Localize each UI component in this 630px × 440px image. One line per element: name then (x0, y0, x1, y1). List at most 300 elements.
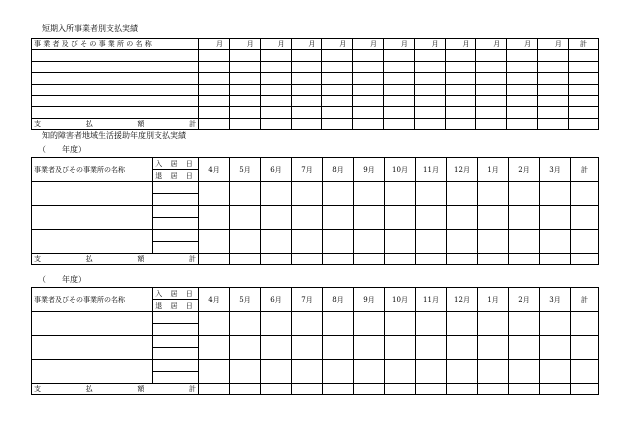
total-header: 計 (568, 39, 598, 50)
data-cell[interactable] (384, 50, 415, 61)
data-cell[interactable] (507, 107, 538, 118)
data-cell[interactable] (509, 230, 540, 254)
data-cell[interactable] (540, 312, 571, 336)
month-header: 2月 (509, 158, 540, 182)
data-cell[interactable] (507, 84, 538, 95)
data-cell[interactable] (538, 73, 569, 84)
data-cell[interactable] (199, 206, 230, 230)
header-row (32, 288, 599, 300)
month-header: 11月 (416, 288, 447, 312)
move-out-cell[interactable] (153, 242, 199, 254)
data-cell[interactable] (571, 336, 599, 360)
name-cell[interactable] (32, 312, 153, 336)
footer-cell[interactable] (292, 254, 323, 265)
name-cell[interactable] (32, 206, 153, 230)
footer-cell[interactable] (476, 118, 507, 129)
data-cell[interactable] (416, 230, 447, 254)
data-cell[interactable] (509, 182, 540, 206)
data-cell[interactable] (354, 360, 385, 384)
footer-cell[interactable] (416, 254, 447, 265)
header-name-cell: 事 業 者 及 び そ の 事 業 所 の 名 称 (32, 39, 199, 50)
data-cell[interactable] (478, 312, 509, 336)
data-cell[interactable] (199, 84, 230, 95)
data-cell[interactable] (447, 360, 478, 384)
data-cell[interactable] (32, 61, 199, 72)
move-out-cell[interactable] (153, 348, 199, 360)
footer-cell[interactable] (384, 118, 415, 129)
data-cell[interactable] (414, 84, 445, 95)
footer-label (32, 384, 199, 395)
month-header: 7月 (292, 288, 323, 312)
data-cell[interactable] (445, 84, 476, 95)
data-cell[interactable] (445, 61, 476, 72)
data-cell[interactable] (353, 61, 384, 72)
data-cell[interactable] (414, 95, 445, 106)
data-cell[interactable] (507, 61, 538, 72)
move-in-cell[interactable] (153, 312, 199, 324)
data-cell[interactable] (322, 50, 353, 61)
footer-cell[interactable] (507, 118, 538, 129)
month-header: 4月 (199, 158, 230, 182)
footer-cell[interactable] (416, 384, 447, 395)
month-header: 8月 (323, 158, 354, 182)
name-cell[interactable] (32, 230, 153, 254)
footer-cell[interactable] (260, 118, 291, 129)
footer-cell[interactable] (261, 254, 292, 265)
month-header: 9月 (354, 288, 385, 312)
table-row (32, 230, 599, 242)
footer-cell[interactable] (571, 254, 599, 265)
footer-cell[interactable] (571, 384, 599, 395)
footer-cell[interactable] (568, 118, 598, 129)
data-cell[interactable] (385, 312, 416, 336)
month-header: 月 (260, 39, 291, 50)
data-cell[interactable] (509, 336, 540, 360)
footer-cell[interactable] (230, 384, 261, 395)
data-cell[interactable] (230, 336, 261, 360)
data-cell[interactable] (230, 182, 261, 206)
group-home-table-2 (31, 287, 599, 395)
data-cell[interactable] (261, 312, 292, 336)
footer-cell[interactable] (323, 254, 354, 265)
data-cell[interactable] (445, 95, 476, 106)
data-cell[interactable] (260, 73, 291, 84)
month-header: 月 (538, 39, 569, 50)
footer-label (32, 118, 199, 129)
table-row (32, 360, 599, 372)
footer-row (32, 254, 599, 265)
section2-title: 知的障害者地域生活援助年度別支払実績 (42, 131, 186, 140)
data-cell[interactable] (447, 182, 478, 206)
data-cell[interactable] (322, 95, 353, 106)
footer-cell[interactable] (354, 384, 385, 395)
header-name-cell: 事業者及びその事業所の名称 (32, 288, 153, 312)
table-row (32, 206, 599, 218)
section1-title: 短期入所事業者別支払実績 (42, 24, 138, 33)
table-row (32, 182, 599, 194)
data-cell[interactable] (260, 95, 291, 106)
data-cell[interactable] (323, 182, 354, 206)
footer-cell[interactable] (323, 384, 354, 395)
data-cell[interactable] (291, 95, 322, 106)
move-in-cell[interactable] (153, 206, 199, 218)
data-cell[interactable] (323, 230, 354, 254)
section3-year-label: （ 年度） (38, 275, 86, 284)
data-cell[interactable] (509, 206, 540, 230)
data-cell[interactable] (32, 73, 199, 84)
section2-year-label: （ 年度） (38, 145, 86, 154)
name-cell[interactable] (32, 336, 153, 360)
data-cell[interactable] (323, 312, 354, 336)
footer-label (32, 254, 199, 265)
data-cell[interactable] (323, 360, 354, 384)
data-cell[interactable] (476, 107, 507, 118)
footer-cell[interactable] (199, 254, 230, 265)
month-header: 8月 (323, 288, 354, 312)
footer-char: 計 (188, 385, 196, 393)
data-cell[interactable] (353, 84, 384, 95)
month-header: 3月 (540, 288, 571, 312)
data-cell[interactable] (32, 84, 199, 95)
table-row (32, 107, 599, 118)
month-header: 9月 (354, 158, 385, 182)
footer-char: 払 (85, 255, 93, 263)
data-cell[interactable] (447, 206, 478, 230)
footer-char: 額 (137, 255, 145, 263)
data-cell[interactable] (354, 206, 385, 230)
move-out-cell[interactable] (153, 372, 199, 384)
data-cell[interactable] (414, 50, 445, 61)
data-cell[interactable] (260, 50, 291, 61)
footer-cell[interactable] (199, 384, 230, 395)
footer-char: 払 (85, 119, 93, 128)
footer-char: 額 (137, 385, 145, 393)
data-cell[interactable] (476, 73, 507, 84)
data-cell[interactable] (261, 182, 292, 206)
data-cell[interactable] (260, 107, 291, 118)
data-cell[interactable] (478, 336, 509, 360)
footer-cell[interactable] (229, 118, 260, 129)
month-header: 3月 (540, 158, 571, 182)
footer-char: 支 (34, 119, 41, 128)
data-cell[interactable] (199, 312, 230, 336)
data-cell[interactable] (416, 360, 447, 384)
footer-row (32, 384, 599, 395)
table-row (32, 73, 599, 84)
month-header: 月 (384, 39, 415, 50)
data-cell[interactable] (571, 312, 599, 336)
data-cell[interactable] (538, 50, 569, 61)
footer-cell[interactable] (230, 254, 261, 265)
data-cell[interactable] (478, 360, 509, 384)
total-header: 計 (571, 158, 599, 182)
data-cell[interactable] (384, 95, 415, 106)
move-in-cell[interactable] (153, 230, 199, 242)
data-cell[interactable] (292, 360, 323, 384)
name-cell[interactable] (32, 360, 153, 384)
data-cell[interactable] (292, 312, 323, 336)
data-cell[interactable] (261, 336, 292, 360)
data-cell[interactable] (507, 73, 538, 84)
data-cell[interactable] (199, 95, 230, 106)
data-cell[interactable] (292, 206, 323, 230)
data-cell[interactable] (261, 360, 292, 384)
month-header: 10月 (385, 158, 416, 182)
footer-cell[interactable] (478, 254, 509, 265)
data-cell[interactable] (199, 230, 230, 254)
data-cell[interactable] (385, 336, 416, 360)
data-cell[interactable] (261, 206, 292, 230)
month-header: 月 (414, 39, 445, 50)
header-row (32, 158, 599, 170)
data-cell[interactable] (384, 73, 415, 84)
data-cell[interactable] (322, 107, 353, 118)
data-cell[interactable] (229, 61, 260, 72)
footer-cell[interactable] (540, 254, 571, 265)
month-header: 月 (229, 39, 260, 50)
month-header: 10月 (385, 288, 416, 312)
data-cell[interactable] (445, 73, 476, 84)
data-cell[interactable] (571, 230, 599, 254)
data-cell[interactable] (540, 182, 571, 206)
table-row (32, 95, 599, 106)
data-cell[interactable] (354, 182, 385, 206)
data-cell[interactable] (478, 230, 509, 254)
data-cell[interactable] (476, 95, 507, 106)
data-cell[interactable] (385, 230, 416, 254)
footer-cell[interactable] (478, 384, 509, 395)
data-cell[interactable] (323, 206, 354, 230)
footer-cell[interactable] (354, 254, 385, 265)
data-cell[interactable] (568, 61, 598, 72)
data-cell[interactable] (384, 84, 415, 95)
month-header: 5月 (230, 288, 261, 312)
footer-cell[interactable] (199, 118, 230, 129)
data-cell[interactable] (476, 50, 507, 61)
month-header: 月 (507, 39, 538, 50)
data-cell[interactable] (292, 230, 323, 254)
footer-cell[interactable] (385, 254, 416, 265)
data-cell[interactable] (32, 95, 199, 106)
footer-char: 払 (85, 385, 93, 393)
data-cell[interactable] (199, 182, 230, 206)
data-cell[interactable] (292, 182, 323, 206)
data-cell[interactable] (199, 50, 230, 61)
footer-cell[interactable] (414, 118, 445, 129)
data-cell[interactable] (199, 73, 230, 84)
footer-cell[interactable] (445, 118, 476, 129)
data-cell[interactable] (507, 95, 538, 106)
footer-cell[interactable] (509, 254, 540, 265)
move-in-cell[interactable] (153, 182, 199, 194)
data-cell[interactable] (416, 312, 447, 336)
move-out-cell[interactable] (153, 194, 199, 206)
month-header: 1月 (478, 158, 509, 182)
month-header: 月 (199, 39, 230, 50)
data-cell[interactable] (385, 360, 416, 384)
data-cell[interactable] (568, 73, 598, 84)
data-cell[interactable] (385, 206, 416, 230)
month-header: 12月 (447, 158, 478, 182)
data-cell[interactable] (199, 336, 230, 360)
data-cell[interactable] (568, 50, 598, 61)
month-header: 12月 (447, 288, 478, 312)
data-cell[interactable] (507, 50, 538, 61)
data-cell[interactable] (538, 84, 569, 95)
data-cell[interactable] (230, 360, 261, 384)
data-cell[interactable] (260, 84, 291, 95)
data-cell[interactable] (229, 95, 260, 106)
data-cell[interactable] (571, 182, 599, 206)
month-header: 月 (322, 39, 353, 50)
data-cell[interactable] (447, 336, 478, 360)
data-cell[interactable] (292, 336, 323, 360)
data-cell[interactable] (478, 182, 509, 206)
data-cell[interactable] (414, 61, 445, 72)
data-cell[interactable] (540, 230, 571, 254)
footer-row (32, 118, 599, 129)
table-row (32, 336, 599, 348)
data-cell[interactable] (322, 61, 353, 72)
footer-cell[interactable] (509, 384, 540, 395)
data-cell[interactable] (353, 50, 384, 61)
footer-cell[interactable] (292, 384, 323, 395)
footer-char: 支 (34, 255, 41, 263)
data-cell[interactable] (291, 84, 322, 95)
data-cell[interactable] (416, 182, 447, 206)
data-cell[interactable] (291, 50, 322, 61)
data-cell[interactable] (509, 312, 540, 336)
data-cell[interactable] (476, 84, 507, 95)
data-cell[interactable] (229, 73, 260, 84)
name-cell[interactable] (32, 182, 153, 206)
data-cell[interactable] (538, 61, 569, 72)
data-cell[interactable] (354, 312, 385, 336)
data-cell[interactable] (322, 84, 353, 95)
footer-cell[interactable] (385, 384, 416, 395)
data-cell[interactable] (414, 107, 445, 118)
month-header: 6月 (261, 288, 292, 312)
data-cell[interactable] (538, 95, 569, 106)
month-header: 月 (476, 39, 507, 50)
data-cell[interactable] (354, 336, 385, 360)
data-cell[interactable] (322, 73, 353, 84)
data-cell[interactable] (229, 50, 260, 61)
month-header: 11月 (416, 158, 447, 182)
data-cell[interactable] (230, 206, 261, 230)
month-header: 4月 (199, 288, 230, 312)
data-cell[interactable] (385, 182, 416, 206)
data-cell[interactable] (416, 336, 447, 360)
move-in-cell[interactable] (153, 336, 199, 348)
data-cell[interactable] (32, 50, 199, 61)
data-cell[interactable] (445, 107, 476, 118)
short-stay-table (31, 38, 599, 130)
footer-cell[interactable] (447, 254, 478, 265)
data-cell[interactable] (445, 50, 476, 61)
move-in-cell[interactable] (153, 360, 199, 372)
table-row (32, 312, 599, 324)
total-header: 計 (571, 288, 599, 312)
footer-cell[interactable] (291, 118, 322, 129)
move-out-cell[interactable] (153, 218, 199, 230)
data-cell[interactable] (230, 312, 261, 336)
data-cell[interactable] (540, 336, 571, 360)
data-cell[interactable] (509, 360, 540, 384)
data-cell[interactable] (230, 230, 261, 254)
data-cell[interactable] (540, 206, 571, 230)
month-header: 月 (291, 39, 322, 50)
data-cell[interactable] (353, 95, 384, 106)
data-cell[interactable] (229, 84, 260, 95)
data-cell[interactable] (353, 107, 384, 118)
data-cell[interactable] (32, 107, 199, 118)
data-cell[interactable] (229, 107, 260, 118)
footer-cell[interactable] (447, 384, 478, 395)
table-row (32, 50, 599, 61)
data-cell[interactable] (291, 73, 322, 84)
footer-char: 計 (188, 255, 196, 263)
data-cell[interactable] (478, 206, 509, 230)
data-cell[interactable] (291, 61, 322, 72)
data-cell[interactable] (199, 107, 230, 118)
data-cell[interactable] (260, 61, 291, 72)
footer-char: 額 (137, 119, 145, 128)
data-cell[interactable] (199, 61, 230, 72)
data-cell[interactable] (568, 107, 598, 118)
table-row (32, 84, 599, 95)
footer-cell[interactable] (261, 384, 292, 395)
data-cell[interactable] (291, 107, 322, 118)
group-home-table-1 (31, 157, 599, 265)
month-header: 6月 (261, 158, 292, 182)
data-cell[interactable] (476, 61, 507, 72)
data-cell[interactable] (538, 107, 569, 118)
header-row (32, 39, 599, 50)
table-row (32, 61, 599, 72)
data-cell[interactable] (354, 230, 385, 254)
data-cell[interactable] (261, 230, 292, 254)
data-cell[interactable] (199, 360, 230, 384)
footer-cell[interactable] (540, 384, 571, 395)
month-header: 月 (445, 39, 476, 50)
data-cell[interactable] (323, 336, 354, 360)
data-cell[interactable] (571, 206, 599, 230)
data-cell[interactable] (353, 73, 384, 84)
month-header: 月 (353, 39, 384, 50)
move-out-label: 退 居 日 (153, 170, 199, 182)
data-cell[interactable] (568, 95, 598, 106)
move-out-cell[interactable] (153, 324, 199, 336)
data-cell[interactable] (447, 312, 478, 336)
move-out-label: 退 居 日 (153, 300, 199, 312)
month-header: 5月 (230, 158, 261, 182)
data-cell[interactable] (447, 230, 478, 254)
month-header: 7月 (292, 158, 323, 182)
footer-cell[interactable] (322, 118, 353, 129)
data-cell[interactable] (540, 360, 571, 384)
data-cell[interactable] (384, 61, 415, 72)
data-cell[interactable] (571, 360, 599, 384)
move-in-label: 入 居 日 (153, 288, 199, 300)
data-cell[interactable] (416, 206, 447, 230)
data-cell[interactable] (414, 73, 445, 84)
data-cell[interactable] (384, 107, 415, 118)
data-cell[interactable] (568, 84, 598, 95)
footer-cell[interactable] (353, 118, 384, 129)
footer-cell[interactable] (538, 118, 569, 129)
footer-char: 支 (34, 385, 41, 393)
